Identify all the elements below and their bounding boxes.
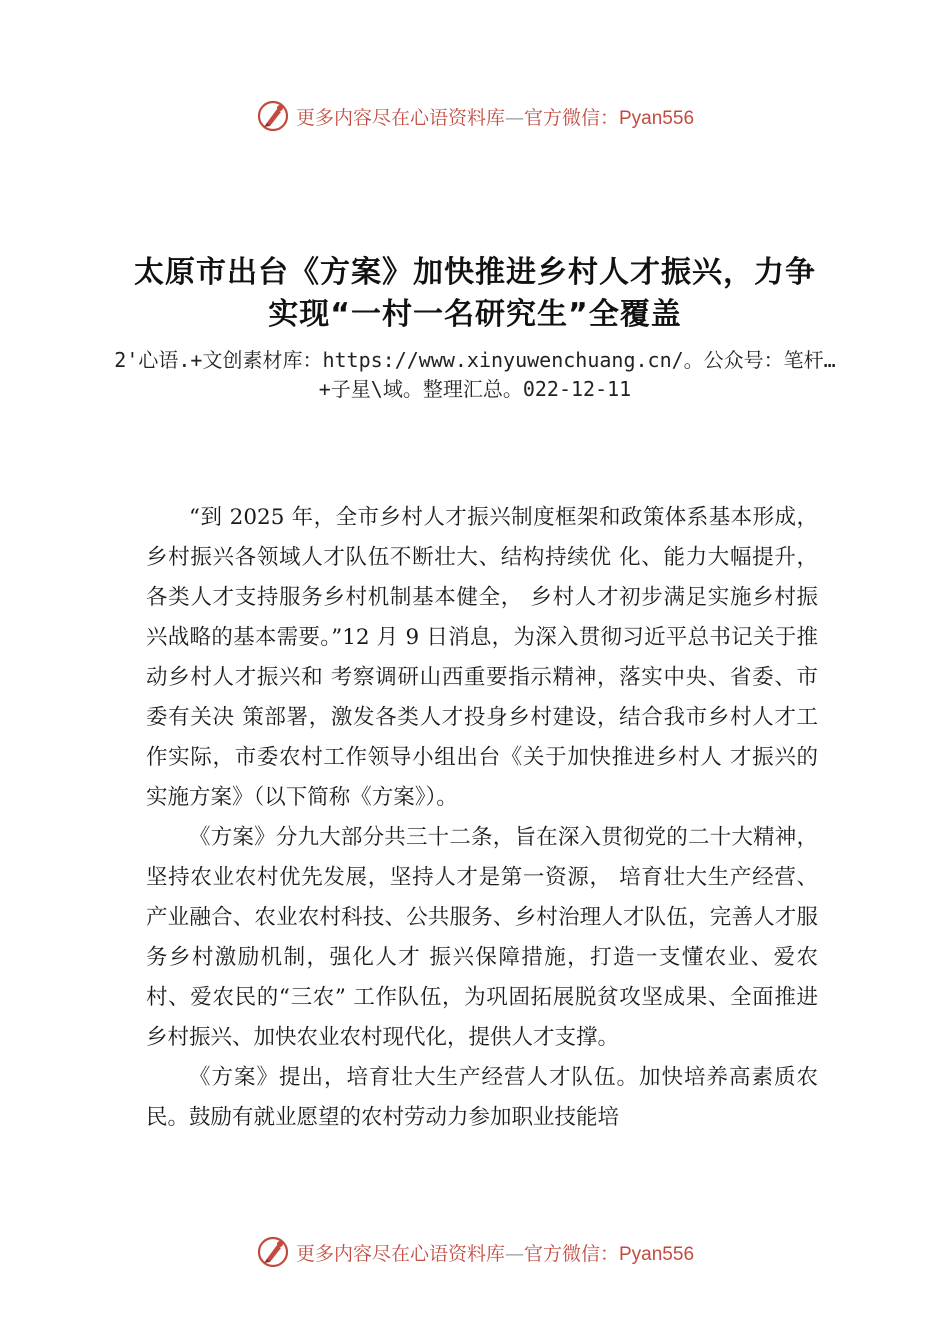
footer-banner bbox=[0, 1232, 950, 1272]
body-paragraph-2: 《方案》分九大部分共三十二条，旨在深入贯彻党的二十大精神，坚持农业农村优先发展，坚持人才是第一资源， 培育壮大生产经营、产业融合、农业农村科技、公共服务、乡村治理人才队伍，完善人才服务乡村激励机制，强化人才 振兴保障措施，打造一支懂农业、爱农村、爱农民的“三农” 工作队伍，为巩固拓展脱贫攻坚成果、全面推进乡村振兴、加快农业农村现代化，提供人才支撑。 bbox=[146, 825, 818, 1050]
footer-separator: — bbox=[505, 1242, 524, 1265]
article-source-line: 2'心语.+文创素材库：https://www.xinyuwenchuang.cn/。公众号：笔杆…+子星\域。整理汇总。022-12-11 bbox=[114, 348, 836, 401]
pen-nib-circle-logo-icon bbox=[256, 99, 290, 133]
header-banner-text bbox=[296, 103, 694, 130]
body-paragraph-3: 《方案》提出，培育壮大生产经营人才队伍。加快培养高素质农民。鼓励有就业愿望的农村劳动力参加职业技能培 bbox=[146, 1065, 818, 1130]
article-title: 太原市出台《方案》加快推进乡村人才振兴，力争实现“一村一名研究生”全覆盖 bbox=[134, 255, 816, 332]
footer-banner-text bbox=[296, 1239, 694, 1266]
footer-library-text: 更多内容尽在心语资料库 bbox=[295, 1242, 505, 1265]
footer-wechat-text: 官方微信：Pyan556 bbox=[524, 1243, 695, 1265]
banner-separator: — bbox=[505, 106, 524, 129]
banner-library-text: 更多内容尽在心语资料库 bbox=[295, 106, 505, 129]
article-body bbox=[146, 498, 818, 1138]
header-banner bbox=[0, 96, 950, 136]
pen-nib-circle-logo-icon bbox=[256, 1235, 290, 1269]
banner-wechat-text: 官方微信：Pyan556 bbox=[524, 107, 695, 129]
body-paragraph-1: “到 2025 年，全市乡村人才振兴制度框架和政策体系基本形成，乡村振兴各领域人才队伍不断壮大、结构持续优 化、能力大幅提升，各类人才支持服务乡村机制基本健全， 乡村人才初步满足实施乡村振兴战略的基本需要。”12 月 9 日消息，为深入贯彻习近平总书记关于推动乡村人才振兴和 考察调研山西重要指示精神，落实中央、省委、市委有关决 策部署，激发各类人才投身乡村建设，结合我市乡村人才工 作实际，市委农村工作领导小组出台《关于加快推进乡村人 才振兴的实施方案》（以下简称《方案》）。 bbox=[146, 505, 818, 810]
